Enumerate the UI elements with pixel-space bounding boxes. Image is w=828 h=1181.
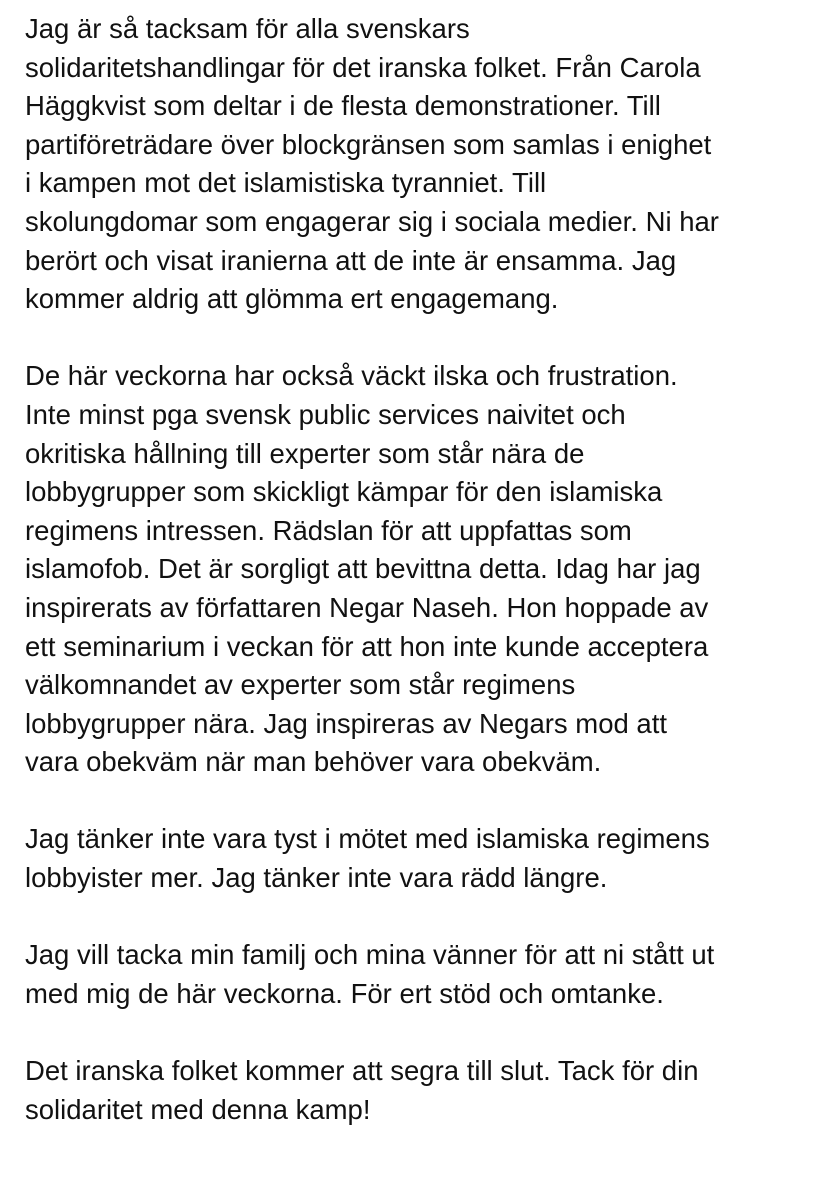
- text-line: Jag är så tacksam för alla svenskars: [25, 13, 470, 44]
- text-line: med mig de här veckorna. För ert stöd och omtanke.: [25, 977, 664, 1009]
- text-line: regimens intressen. Rädslan för att uppfattas som: [25, 514, 632, 546]
- text-line: berört och visat iranierna att de inte är ensamma. Jag: [25, 244, 677, 276]
- text-line: islamofob. Det är sorgligt att bevittna detta. Idag har jag: [25, 553, 701, 585]
- text-line: välkomnandet av experter som står regimens: [25, 669, 576, 701]
- paragraph-2: [25, 357, 808, 782]
- text-line: lobbygrupper nära. Jag inspireras av Negars mod att: [25, 707, 668, 739]
- text-line: Inte minst pga svensk public services naivitet och: [25, 398, 626, 430]
- paragraph-1: [25, 10, 808, 319]
- text-line: Jag vill tacka min familj och mina vänner för att ni stått ut: [25, 939, 715, 971]
- text-line: ett seminarium i veckan för att hon inte kunde acceptera: [25, 630, 709, 662]
- text-line: skolungdomar som engagerar sig i sociala medier. Ni har: [25, 205, 719, 237]
- text-line: i kampen mot det islamistiska tyranniet. Till: [25, 167, 547, 199]
- text-line: solidaritet med denna kamp!: [25, 1093, 371, 1125]
- paragraph-5: [25, 1052, 808, 1129]
- text-line: Häggkvist som deltar i de flesta demonstrationer. Till: [25, 90, 661, 122]
- paragraph-4: [25, 936, 808, 1013]
- text-line: okritiska hållning till experter som står nära de: [25, 437, 585, 469]
- text-line: kommer aldrig att glömma ert engagemang.: [25, 283, 559, 315]
- text-line: Det iranska folket kommer att segra till slut. Tack för din: [25, 1055, 699, 1087]
- text-line: solidaritetshandlingar för det iranska folket. Från Carola: [25, 51, 701, 83]
- text-line: vara obekväm när man behöver vara obekväm.: [25, 746, 602, 778]
- text-line: inspirerats av författaren Negar Naseh. Hon hoppade av: [25, 591, 709, 623]
- text-line: lobbyister mer. Jag tänker inte vara rädd längre.: [25, 862, 608, 894]
- text-line: De här veckorna har också väckt ilska och frustration.: [25, 360, 678, 392]
- text-line: partiföreträdare över blockgränsen som samlas i enighet: [25, 128, 712, 160]
- text-line: Jag tänker inte vara tyst i mötet med islamiska regimens: [25, 823, 710, 855]
- paragraph-3: [25, 820, 808, 897]
- text-line: lobbygrupper som skickligt kämpar för den islamiska: [25, 476, 663, 508]
